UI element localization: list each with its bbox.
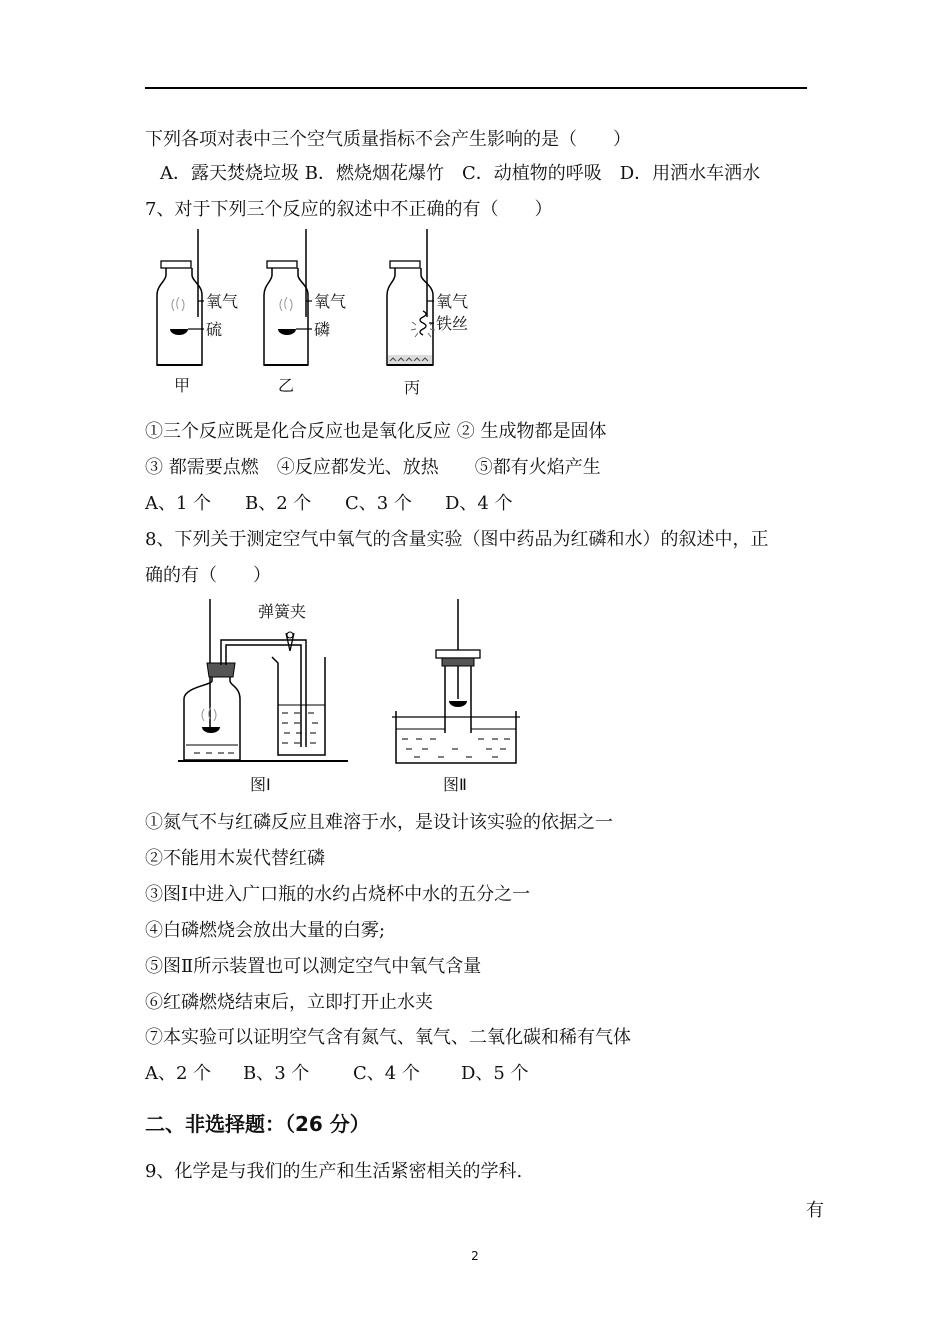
q7-figure-three-bottles — [140, 225, 520, 405]
jia-label-substance: 硫 — [206, 320, 223, 339]
q8-options — [145, 1062, 529, 1086]
q7-option-a: A、1 个 — [145, 493, 212, 514]
jia-label-gas: 氧气 — [206, 292, 239, 311]
q7-option-d: D、4 个 — [445, 493, 513, 514]
bing-label-substance: 铁丝 — [436, 314, 469, 333]
section-2-heading: 二、非选择题：（26 分） — [145, 1112, 370, 1136]
q7-stem: 7、对于下列三个反应的叙述中不正确的有（ ） — [145, 199, 553, 220]
q6-stem: 下列各项对表中三个空气质量指标不会产生影响的是（ ） — [145, 129, 631, 150]
q7-options — [145, 492, 513, 516]
q8-option-b: B、3 个 — [243, 1063, 310, 1084]
q8-option-c: C、4 个 — [353, 1063, 420, 1084]
yi-label-substance: 磷 — [314, 320, 331, 339]
yi-caption: 乙 — [278, 376, 295, 395]
q9-stem: 9、化学是与我们的生产和生活紧密相关的学科. — [145, 1161, 523, 1182]
figure-2-caption: 图Ⅱ — [443, 775, 467, 794]
bing-caption: 丙 — [404, 378, 421, 397]
q8-stem-2: 确的有（ ） — [145, 565, 271, 586]
q7-statement-2: ③ 都需要点燃 ④反应都发光、放热 ⑤都有火焰产生 — [145, 457, 601, 478]
q8-statement-3: ③图Ⅰ中进入广口瓶的水约占烧杯中水的五分之一 — [145, 884, 531, 905]
figure-1 — [178, 599, 348, 794]
q6-options: A．露天焚烧垃圾 B．燃烧烟花爆竹 C．动植物的呼吸 D．用洒水车洒水 — [160, 163, 761, 184]
q8-statement-6: ⑥红磷燃烧结束后，立即打开止水夹 — [145, 992, 433, 1013]
q8-statement-7: ⑦本实验可以证明空气含有氮气、氧气、二氧化碳和稀有气体 — [145, 1027, 631, 1048]
clamp-label: 弹簧夹 — [258, 602, 307, 621]
bing-label-gas: 氧气 — [436, 292, 469, 311]
q8-statement-5: ⑤图Ⅱ所示装置也可以测定空气中氧气含量 — [145, 956, 482, 977]
q7-option-c: C、3 个 — [345, 493, 412, 514]
q8-statement-4: ④白磷燃烧会放出大量的白雾; — [145, 920, 386, 941]
q7-option-b: B、2 个 — [245, 493, 312, 514]
bottle-jia — [157, 229, 238, 395]
figure-2 — [392, 599, 520, 794]
bottle-yi — [264, 229, 346, 395]
q8-option-a: A、2 个 — [145, 1063, 212, 1084]
jia-caption: 甲 — [174, 376, 191, 395]
q8-statement-2: ②不能用木炭代替红磷 — [145, 848, 325, 869]
q8-stem-1: 8、下列关于测定空气中氧气的含量实验（图中药品为红磷和水）的叙述中，正 — [145, 529, 769, 550]
figure-1-caption: 图Ⅰ — [250, 775, 271, 794]
yi-label-gas: 氧气 — [314, 292, 347, 311]
page-number: 2 — [471, 1249, 479, 1263]
q8-figure-apparatus — [170, 595, 540, 800]
q8-option-d: D、5 个 — [461, 1063, 529, 1084]
q7-statement-1: ①三个反应既是化合反应也是氧化反应 ② 生成物都是固体 — [145, 421, 607, 442]
header-rule — [145, 87, 807, 89]
bottle-bing — [387, 229, 468, 397]
q8-statement-1: ①氮气不与红磷反应且难溶于水，是设计该实验的依据之一 — [145, 812, 613, 833]
q9-trailing-text: 有 — [806, 1200, 824, 1221]
